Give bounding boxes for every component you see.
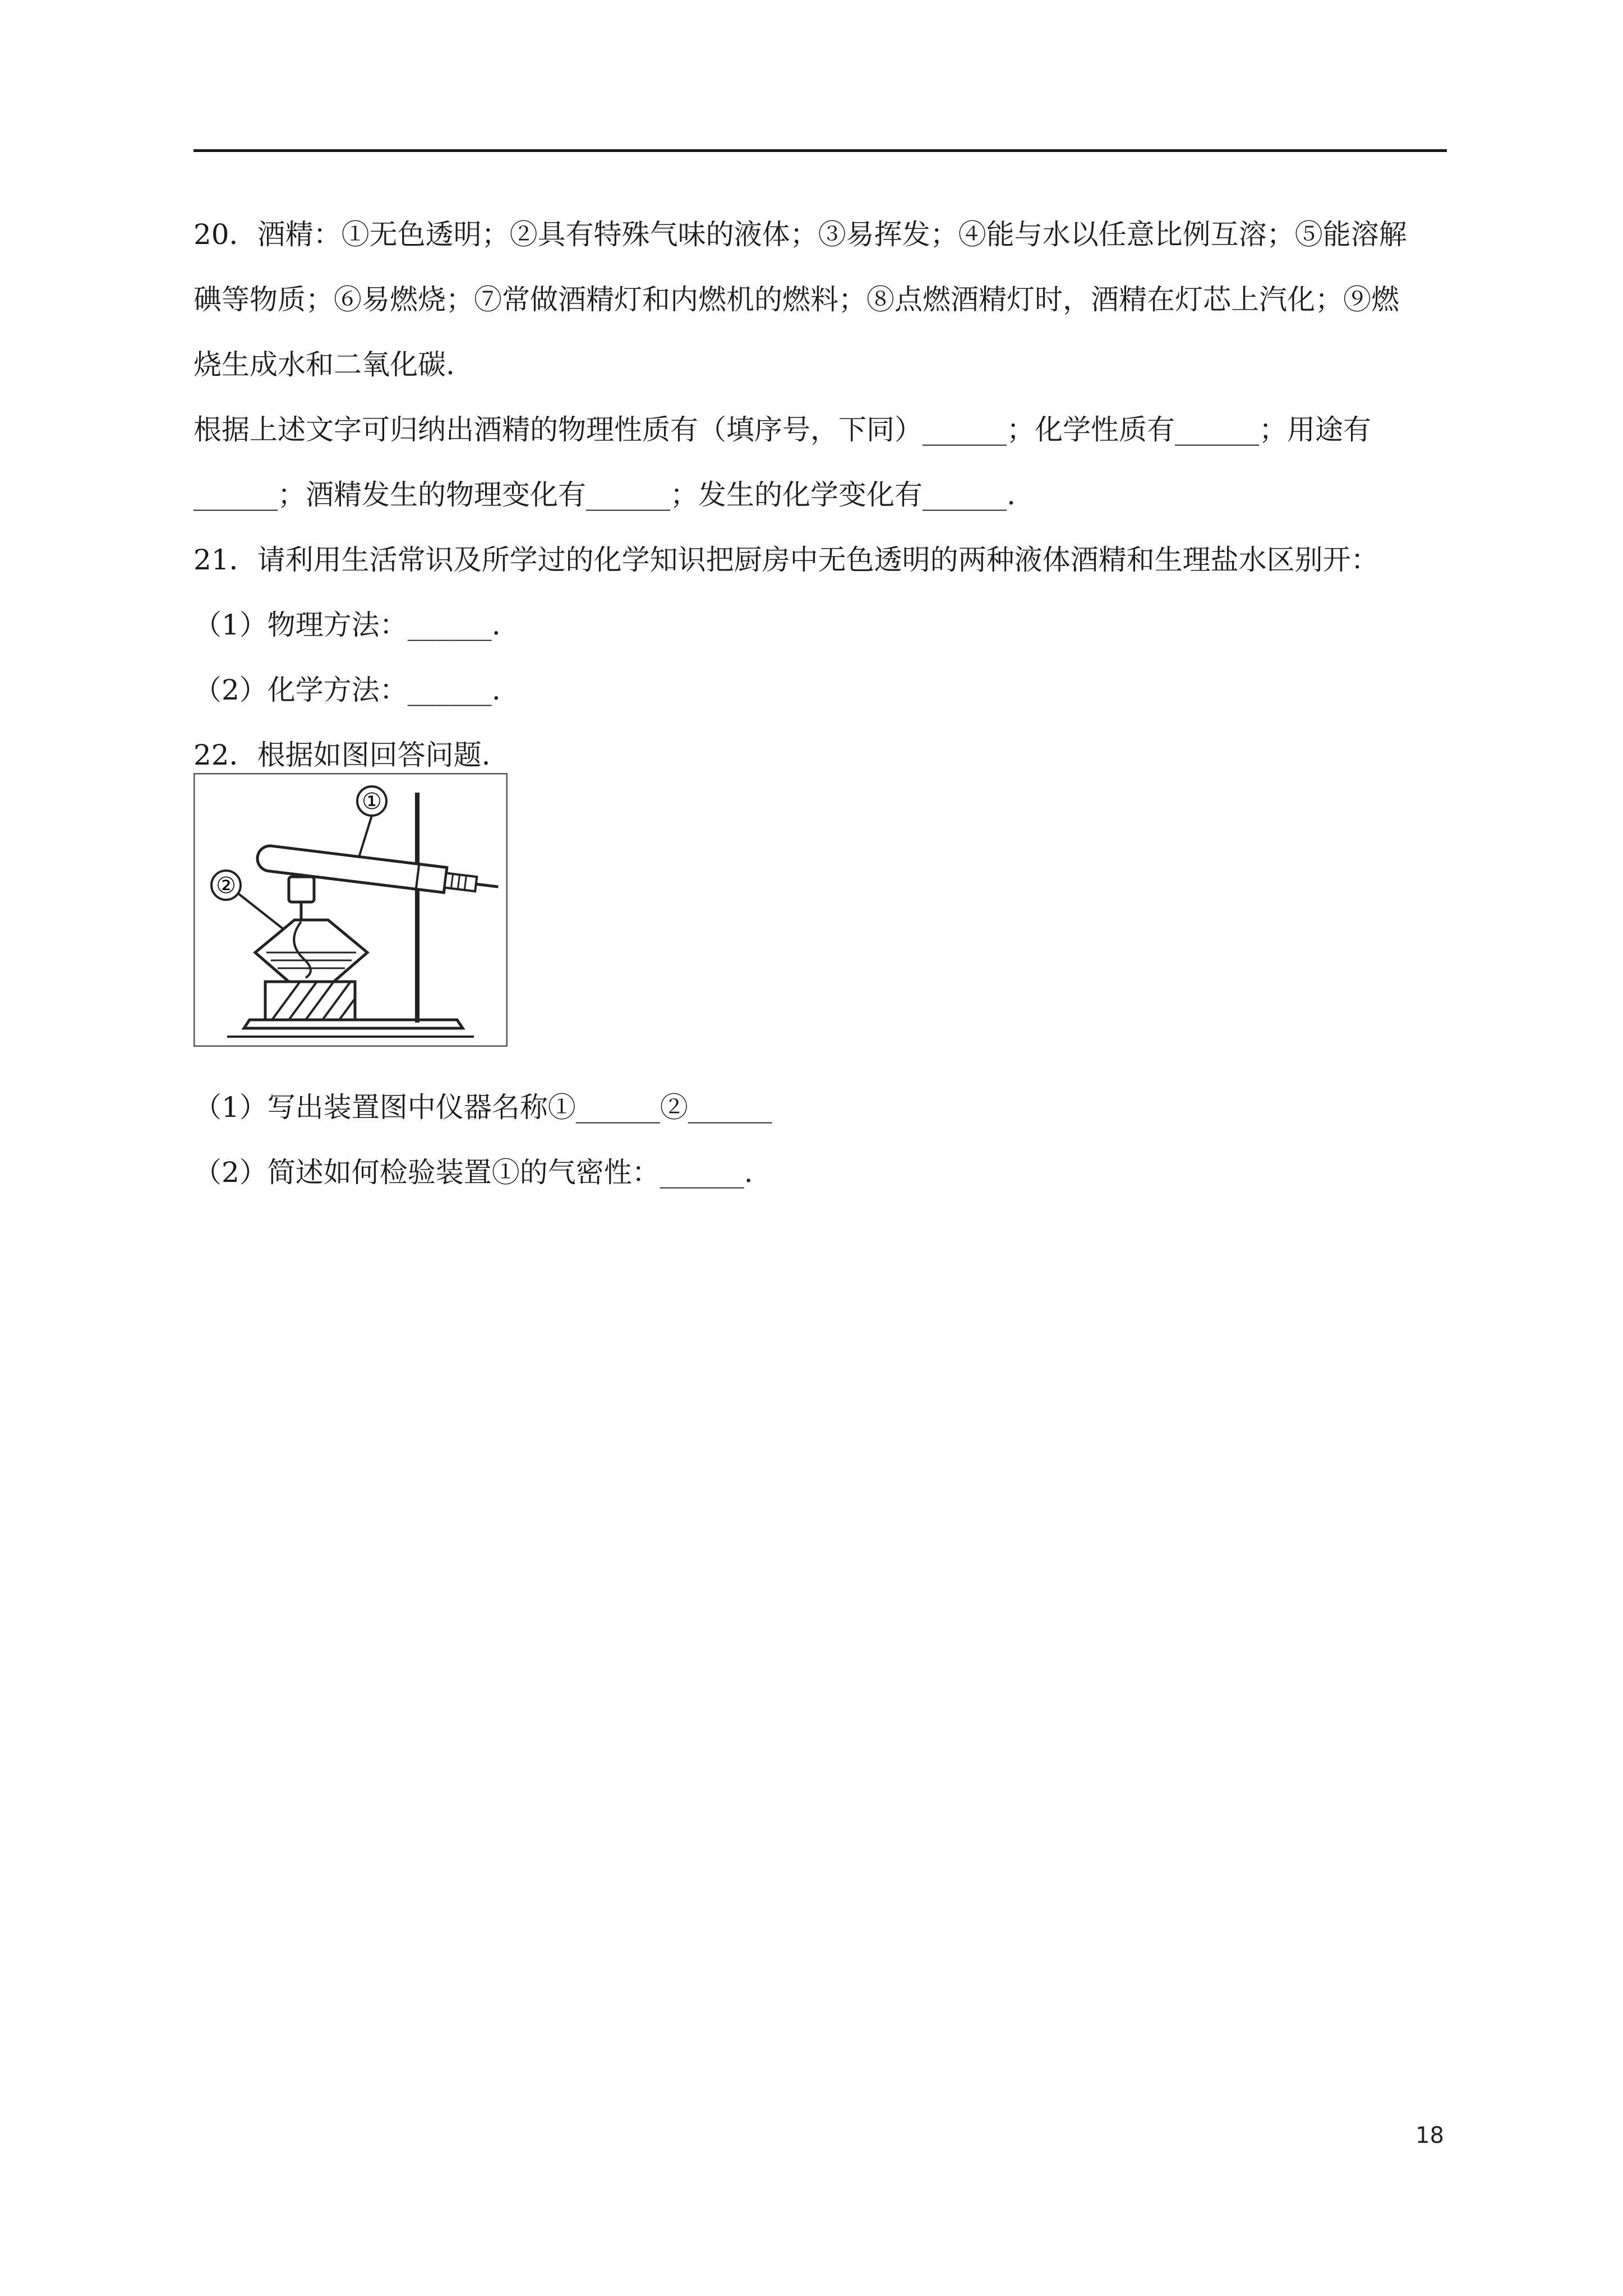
q21-stem: 21．请利用生活常识及所学过的化学知识把厨房中无色透明的两种液体酒精和生理盐水区别开： <box>193 544 1379 576</box>
q20-line-3: 烧生成水和二氧化碳. <box>193 348 455 381</box>
q22-stem: 22．根据如图回答问题. <box>193 739 491 771</box>
question-text <box>193 202 1450 788</box>
header-rule <box>193 149 1447 152</box>
q20-line-2: 碘等物质；⑥易燃烧；⑦常做酒精灯和内燃机的燃料；⑧点燃酒精灯时，酒精在灯芯上汽化；⑨燃 <box>193 283 1399 316</box>
q22-part-1: （1）写出装置图中仪器名称①______②______ <box>193 1091 772 1124</box>
lamp-wick-holder <box>289 877 314 902</box>
q22-parts <box>193 1075 1450 1205</box>
stopper <box>445 873 477 891</box>
apparatus-diagram <box>193 773 508 1047</box>
label-2: ② <box>216 873 236 899</box>
q20-line-4: 根据上述文字可归纳出酒精的物理性质有（填序号，下同）______；化学性质有______；用途有 <box>193 413 1371 446</box>
apparatus-figure <box>193 773 508 1047</box>
stand-rod <box>415 793 419 1023</box>
q21-part-1: （1）物理方法：______. <box>193 609 501 641</box>
label-1: ① <box>362 789 382 815</box>
q22-part-2: （2）简述如何检验装置①的气密性：______. <box>193 1156 753 1189</box>
q20-line-1: 20．酒精：①无色透明；②具有特殊气味的液体；③易挥发；④能与水以任意比例互溶；⑤能溶解 <box>193 218 1407 251</box>
page-number: 18 <box>1415 2123 1444 2148</box>
q21-part-2: （2）化学方法：______. <box>193 674 501 706</box>
q20-line-5: ______；酒精发生的物理变化有______；发生的化学变化有______. <box>193 478 1016 511</box>
